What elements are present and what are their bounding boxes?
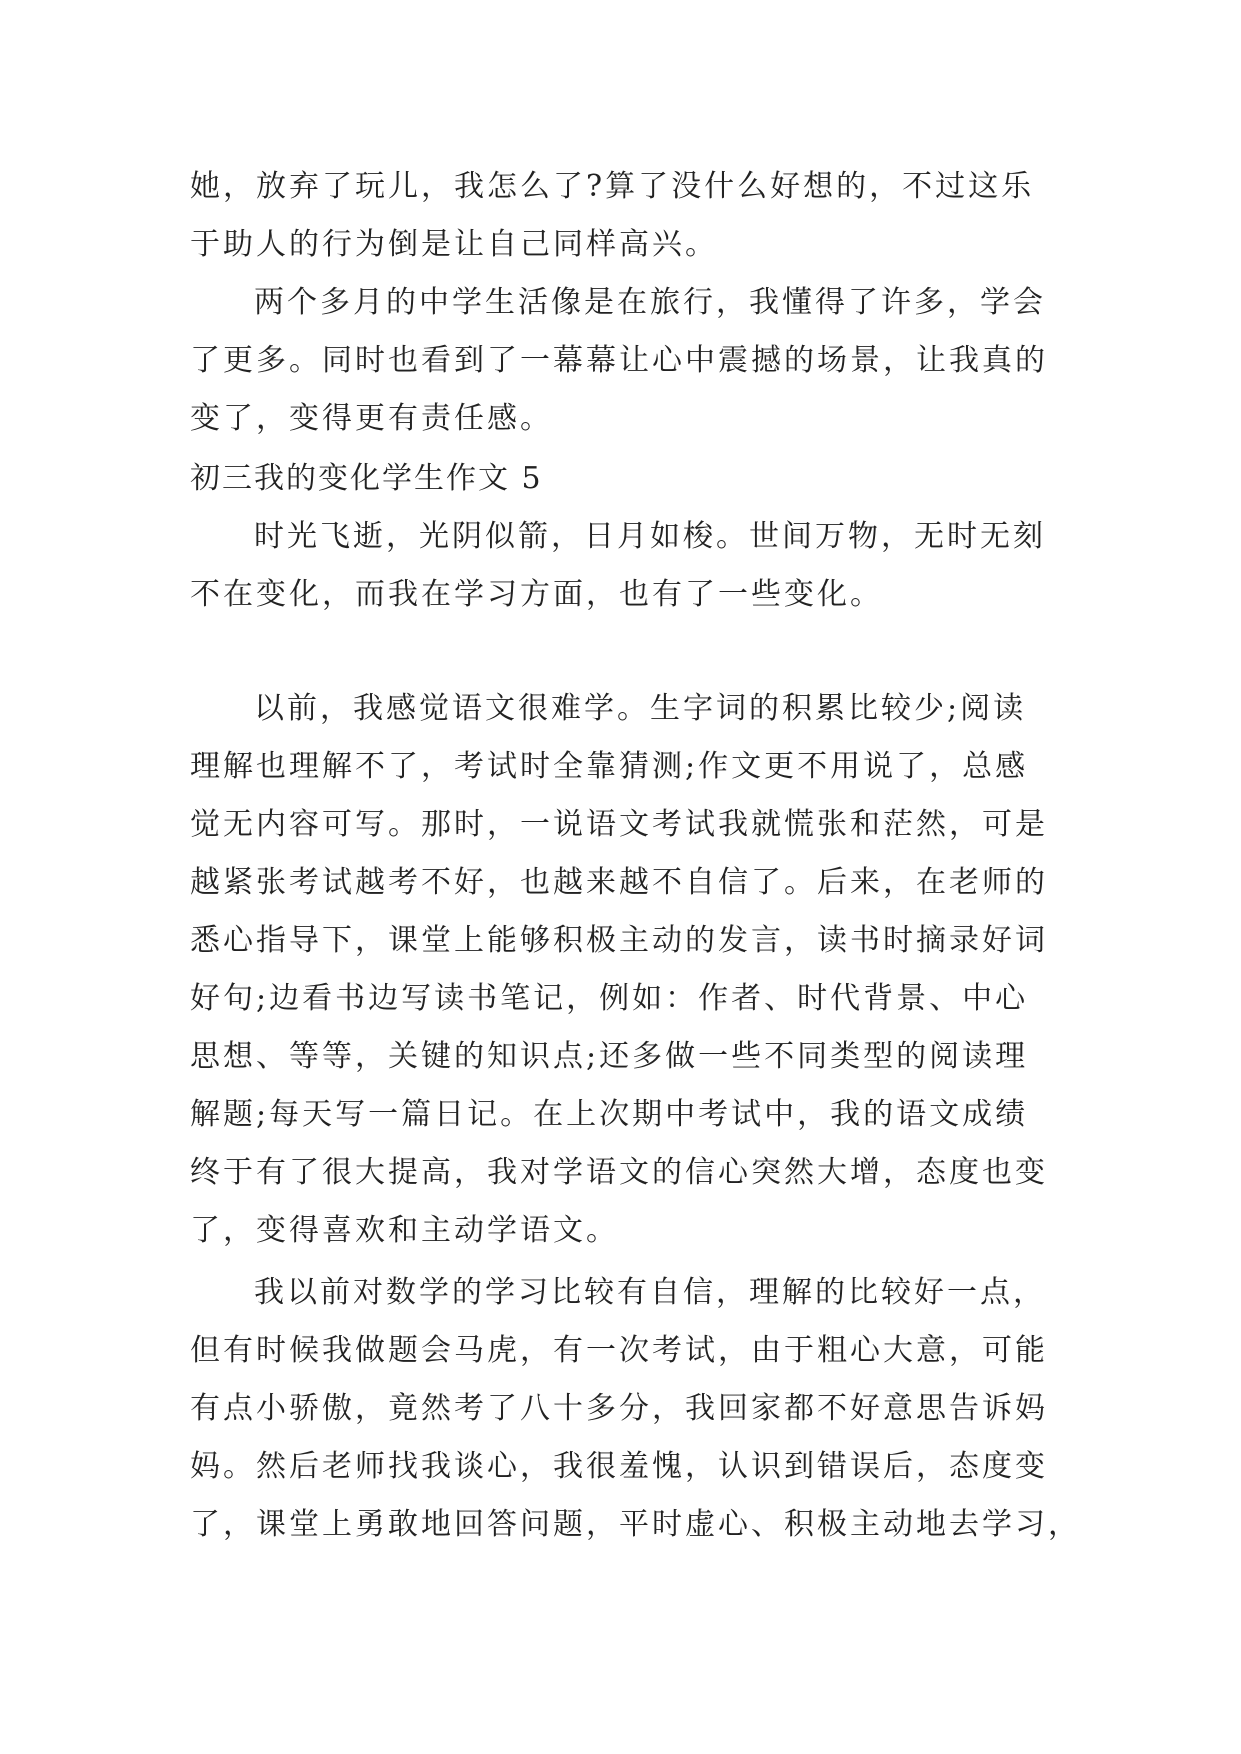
paragraph-line: 变了，变得更有责任感。 — [190, 401, 553, 436]
paragraph-line: 不在变化，而我在学习方面，也有了一些变化。 — [190, 577, 883, 612]
paragraph-line: 两个多月的中学生活像是在旅行，我懂得了许多，学会 — [254, 285, 1046, 320]
paragraph-5 — [190, 1264, 1081, 1554]
paragraph-line: 理解也理解不了，考试时全靠猜测;作文更不用说了，总感 — [190, 749, 1029, 784]
paragraph-line: 思想、等等，关键的知识点;还多做一些不同类型的阅读理 — [190, 1039, 1029, 1074]
paragraph-line: 以前，我感觉语文很难学。生字词的积累比较少;阅读 — [254, 691, 1027, 726]
paragraph-line: 于助人的行为倒是让自己同样高兴。 — [190, 227, 718, 262]
paragraph-2 — [190, 274, 1052, 448]
paragraph-line: 我以前对数学的学习比较有自信，理解的比较好一点， — [254, 1275, 1046, 1310]
paragraph-line: 但有时候我做题会马虎，有一次考试，由于粗心大意，可能 — [190, 1333, 1048, 1368]
paragraph-line: 有点小骄傲，竟然考了八十多分，我回家都不好意思告诉妈 — [190, 1391, 1048, 1426]
paragraph-line: 妈。然后老师找我谈心，我很羞愧，认识到错误后，态度变 — [190, 1449, 1048, 1484]
paragraph-line: 觉无内容可写。那时，一说语文考试我就慌张和茫然，可是 — [190, 807, 1048, 842]
paragraph-line: 了，变得喜欢和主动学语文。 — [190, 1213, 619, 1248]
paragraph-line: 悉心指导下，课堂上能够积极主动的发言，读书时摘录好词 — [190, 923, 1048, 958]
paragraph-line: 时光飞逝，光阴似箭，日月如梭。世间万物，无时无刻 — [254, 519, 1046, 554]
paragraph-line: 好句;边看书边写读书笔记，例如：作者、时代背景、中心 — [190, 981, 1029, 1016]
paragraph-line: 了更多。同时也看到了一幕幕让心中震撼的场景，让我真的 — [190, 343, 1048, 378]
section-heading: 初三我的变化学生作文 5 — [190, 461, 543, 496]
paragraph-1 — [190, 158, 1052, 274]
paragraph-3 — [190, 508, 1052, 624]
paragraph-line: 终于有了很大提高，我对学语文的信心突然大增，态度也变 — [190, 1155, 1048, 1190]
paragraph-4 — [190, 680, 1052, 1260]
paragraph-line: 了，课堂上勇敢地回答问题，平时虚心、积极主动地去学习， — [190, 1507, 1081, 1542]
paragraph-line: 她，放弃了玩儿，我怎么了?算了没什么好想的，不过这乐 — [190, 169, 1035, 204]
paragraph-line: 解题;每天写一篇日记。在上次期中考试中，我的语文成绩 — [190, 1097, 1029, 1132]
paragraph-line: 越紧张考试越考不好，也越来越不自信了。后来，在老师的 — [190, 865, 1048, 900]
